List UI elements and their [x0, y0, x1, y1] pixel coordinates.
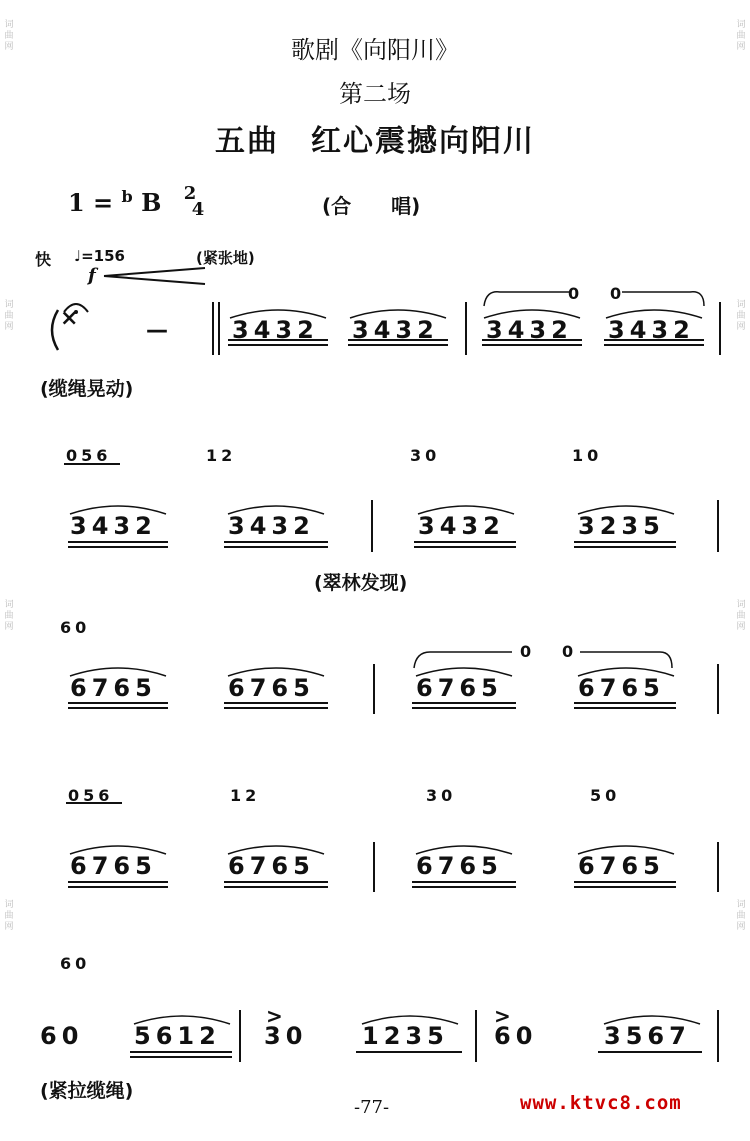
side-watermark-left-1: 词曲网: [4, 20, 14, 52]
s1-tie-mark-2: 0: [610, 284, 626, 303]
side-watermark-left-2: 词曲网: [4, 300, 14, 332]
key-note: B: [141, 188, 162, 217]
piece-title: 五曲 红心震撼向阳川: [215, 124, 535, 159]
s3-upper-1: 60: [60, 618, 91, 637]
s2-group-3: 3432: [418, 512, 505, 540]
scene-title: 第二场: [339, 80, 411, 108]
dynamic-mark: f: [88, 265, 96, 286]
s4-group-1: 6765: [70, 852, 157, 880]
s5-group-2: 5612: [134, 1022, 221, 1050]
s2-upper-2: 12: [206, 446, 237, 465]
side-watermark-left-3: 词曲网: [4, 600, 14, 632]
side-watermark-right-4: 词曲网: [736, 900, 746, 932]
side-watermark-left-4: 词曲网: [4, 900, 14, 932]
s4-upper-3: 30: [426, 786, 457, 805]
s3-tie-mark-2: 0: [562, 642, 578, 661]
time-top: 2: [183, 183, 197, 204]
sustain-dash: —: [146, 318, 168, 343]
time-bottom: 4: [191, 199, 205, 220]
s5-group-3: 30: [264, 1022, 308, 1050]
s1-tie-mark-1: 0: [568, 284, 584, 303]
s4-group-2: 6765: [228, 852, 315, 880]
key-flat: b: [121, 187, 133, 206]
s1-group-3: 3432: [486, 316, 573, 344]
s1-group-2: 3432: [352, 316, 439, 344]
s3-group-2: 6765: [228, 674, 315, 702]
accent-mark-2: >: [494, 1004, 511, 1028]
annotation-discover: (翠林发现): [314, 572, 408, 594]
side-watermark-right-2: 词曲网: [736, 300, 746, 332]
s5-group-4: 1235: [362, 1022, 449, 1050]
s3-group-4: 6765: [578, 674, 665, 702]
s2-upper-4: 10: [572, 446, 603, 465]
s4-group-3: 6765: [416, 852, 503, 880]
s4-upper-1: 056: [68, 786, 114, 805]
s4-group-4: 6765: [578, 852, 665, 880]
s2-group-4: 3235: [578, 512, 665, 540]
s5-upper-1: 60: [60, 954, 91, 973]
annotation-pull: (紧拉缆绳): [40, 1080, 134, 1102]
tempo-expression: (紧张地): [196, 249, 255, 267]
s3-group-3: 6765: [416, 674, 503, 702]
s5-group-5: 60: [494, 1022, 538, 1050]
rest-x: ×: [60, 306, 79, 331]
chorus-label: (合 唱): [322, 194, 421, 218]
side-watermark-right-3: 词曲网: [736, 600, 746, 632]
accent-mark-1: >: [266, 1004, 283, 1028]
s5-group-1: 60: [40, 1022, 84, 1050]
s2-upper-1: 056: [66, 446, 112, 465]
s2-group-1: 3432: [70, 512, 157, 540]
side-watermark-right-1: 词曲网: [736, 20, 746, 52]
s1-group-1: 3432: [232, 316, 319, 344]
s3-group-1: 6765: [70, 674, 157, 702]
s1-group-4: 3432: [608, 316, 695, 344]
s4-upper-4: 50: [590, 786, 621, 805]
opera-title: 歌剧《向阳川》: [291, 36, 459, 64]
key-prefix: 1 =: [68, 188, 122, 217]
site-watermark: www.ktvc8.com: [520, 1092, 682, 1114]
tempo-label: 快: [35, 250, 52, 269]
tempo-value: ♩=156: [74, 247, 125, 265]
s3-tie-mark-1: 0: [520, 642, 536, 661]
s5-group-6: 3567: [604, 1022, 691, 1050]
s4-upper-2: 12: [230, 786, 261, 805]
s2-group-2: 3432: [228, 512, 315, 540]
page-number: -77-: [354, 1097, 390, 1118]
annotation-sway: (缆绳晃动): [40, 378, 134, 400]
s2-upper-3: 30: [410, 446, 441, 465]
